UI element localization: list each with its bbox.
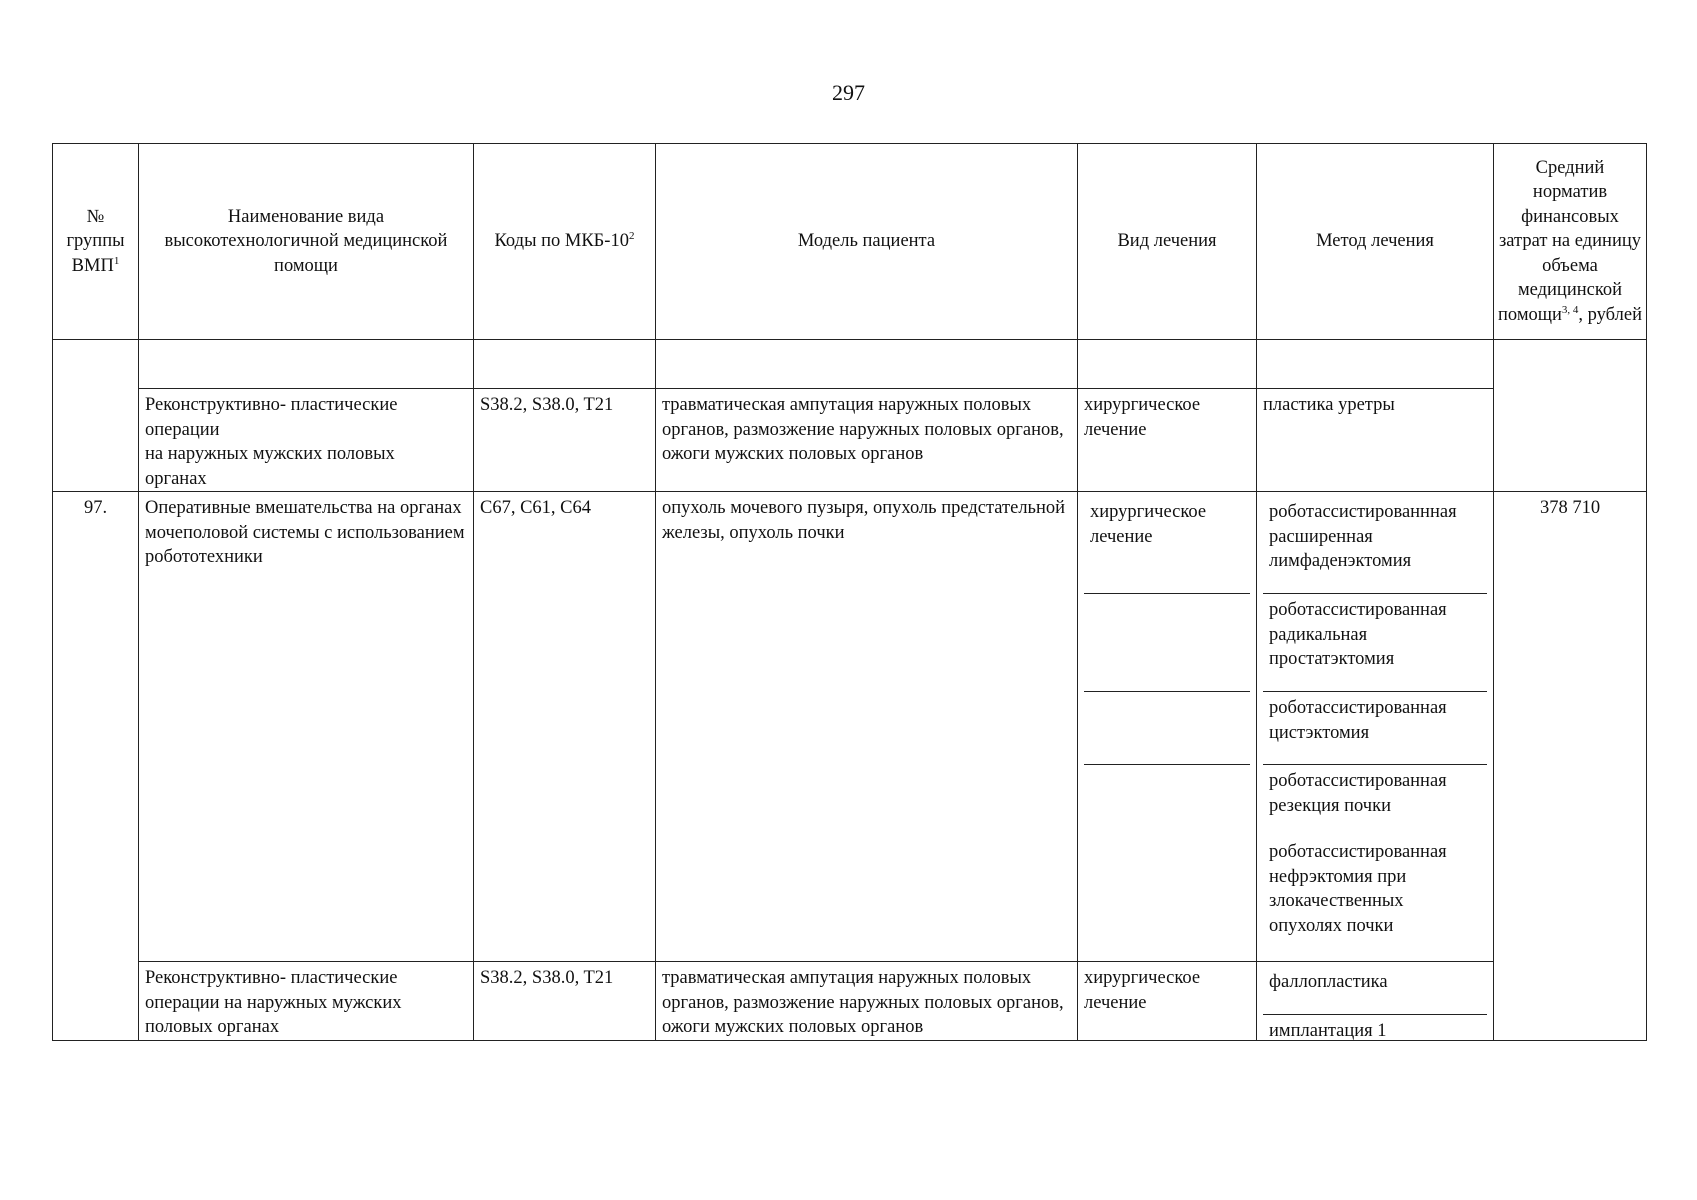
- table-row: [53, 389, 1647, 492]
- treatment-method: пластика уретры: [1257, 389, 1494, 492]
- header-treatment-type: Вид лечения: [1078, 144, 1257, 340]
- treatment-method: роботассистированная цистэктомия: [1263, 692, 1487, 765]
- treatment-type-group: [1078, 492, 1257, 962]
- treatment-method: роботассистированная нефрэктомия при злокачественных опухолях почки: [1269, 842, 1447, 936]
- header-treatment-method: Метод лечения: [1257, 144, 1494, 340]
- average-cost: 378 710: [1494, 492, 1647, 1041]
- care-type-name: Реконструктивно- пластические операции на наружных мужских половых органах: [139, 962, 474, 1041]
- patient-model: травматическая ампутация наружных половых органов, размозжение наружных половых органов, ожоги мужских половых органов: [656, 389, 1078, 492]
- header-patient-model: Модель пациента: [656, 144, 1078, 340]
- table-row: [53, 962, 1647, 1041]
- treatment-method-group: [1257, 962, 1494, 1041]
- patient-model: опухоль мочевого пузыря, опухоль предстательной железы, опухоль почки: [656, 492, 1078, 962]
- treatment-method: роботассистированная радикальная простатэктомия: [1263, 594, 1487, 692]
- treatment-type: хирургическое лечение: [1084, 496, 1250, 594]
- table-row: [53, 492, 1647, 962]
- treatment-method: роботассистированная резекция почки: [1269, 771, 1447, 816]
- patient-model: травматическая ампутация наружных половых органов, размозжение наружных половых органов, ожоги мужских половых органов: [656, 962, 1078, 1041]
- page-number: 297: [832, 80, 865, 105]
- icd-codes: S38.2, S38.0, T21: [474, 389, 656, 492]
- group-number: 97.: [53, 492, 139, 1041]
- treatment-type-empty: [1084, 765, 1250, 961]
- vmp-table: [52, 143, 1647, 1041]
- header-group-number: № группы ВМП$^1$: [53, 144, 139, 340]
- cell-empty: [656, 340, 1078, 389]
- treatment-method: роботассистированнная расширенная лимфаденэктомия: [1263, 496, 1487, 594]
- care-type-name: Оперативные вмешательства на органах мочеполовой системы с использованием робототехники: [139, 492, 474, 962]
- treatment-type-empty: [1084, 692, 1250, 765]
- cell-empty-cost: [1494, 340, 1647, 492]
- treatment-type: хирургическое лечение: [1078, 962, 1257, 1041]
- icd-codes: S38.2, S38.0, T21: [474, 962, 656, 1041]
- cell-empty: [1078, 340, 1257, 389]
- cell-empty: [1257, 340, 1494, 389]
- treatment-type-empty: [1084, 594, 1250, 692]
- treatment-method: имплантация 1: [1269, 1021, 1387, 1041]
- treatment-method: фаллопластика: [1263, 966, 1487, 1015]
- header-icd-codes: Коды по МКБ-$10^2$: [474, 144, 656, 340]
- treatment-method-pair: [1263, 765, 1487, 961]
- cell-empty-number: [53, 340, 139, 492]
- cell-empty: [474, 340, 656, 389]
- table-header-row: [53, 144, 1647, 340]
- treatment-type: хирургическое лечение: [1078, 389, 1257, 492]
- icd-codes: C67, C61, C64: [474, 492, 656, 962]
- header-average-cost: Средний норматив финансовых затрат на единицу объема медицинской помощи$^{3, 4}$, рублей: [1494, 144, 1647, 340]
- header-care-type: Наименование вида высокотехнологичной медицинской помощи: [139, 144, 474, 340]
- care-type-name: Реконструктивно- пластические операции на наружных мужских половых органах: [139, 389, 474, 492]
- treatment-method-group: [1257, 492, 1494, 962]
- table-row-blank: [53, 340, 1647, 389]
- cell-empty: [139, 340, 474, 389]
